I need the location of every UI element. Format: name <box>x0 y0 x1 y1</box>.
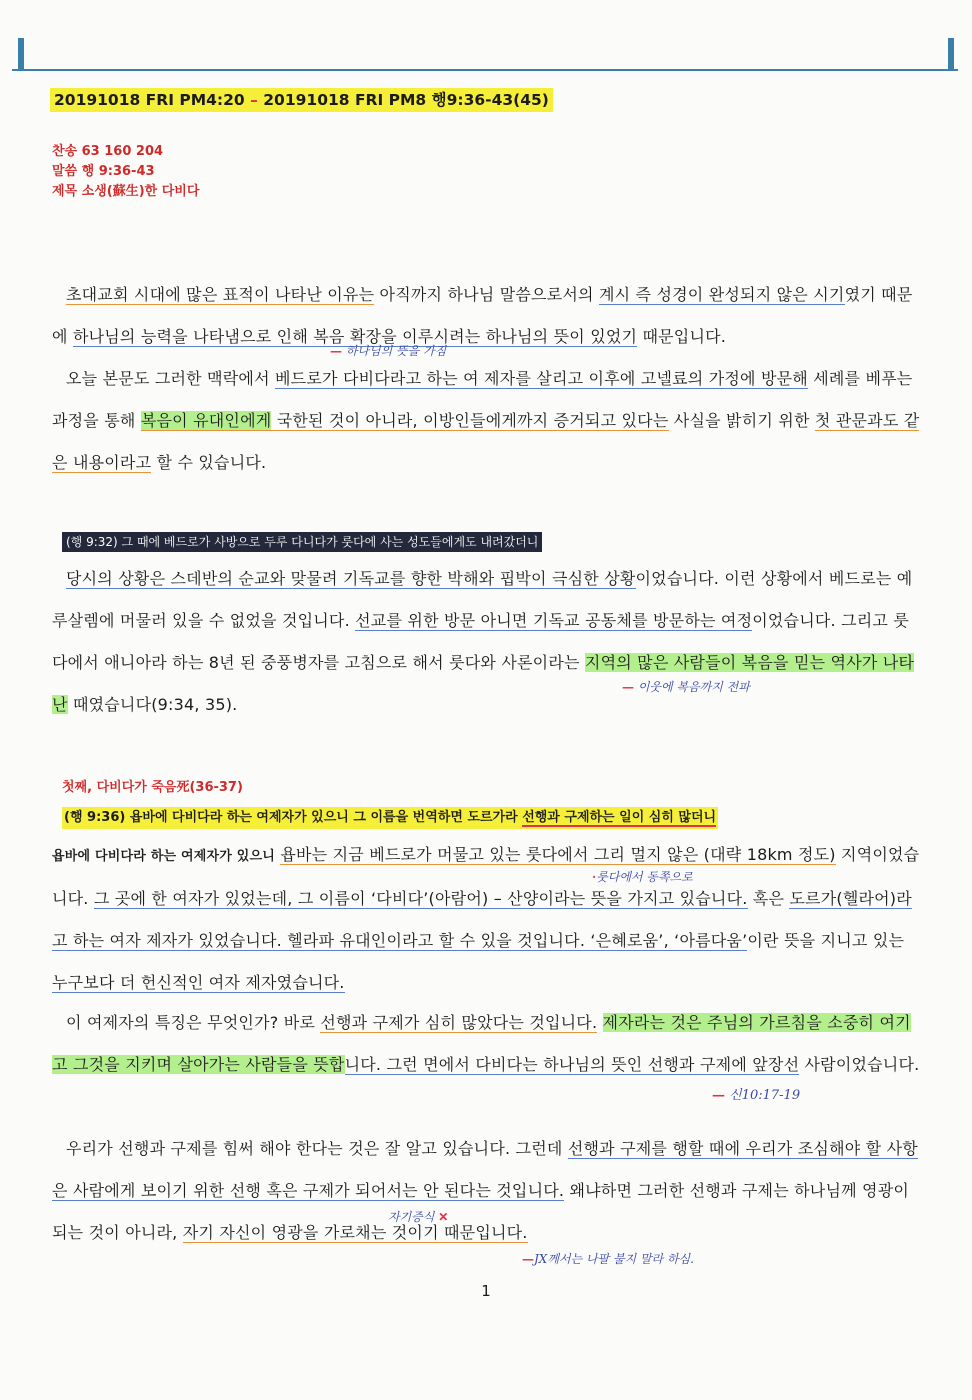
verse-9-36: (행 9:36) 욥바에 다비다라 하는 여제자가 있으니 그 이름을 번역하면 도르가라 선행과 구제하는 일이 심히 많더니 <box>62 807 718 829</box>
handwritten-note-3: ·룻다에서 동쪽으로 <box>592 870 693 884</box>
handwritten-note-1: — 하나님의 뜻을 가짐 <box>330 344 447 358</box>
intro-paragraph-2: 오늘 본문도 그러한 맥락에서 베드로가 다비다라고 하는 여 제자를 살리고 이후에 고넬료의 가정에 방문해 세례를 베푸는 과정을 통해 복음이 유대인에게 국한된 것이 아니라, 이방인들에게까지 증거되고 있다는 사실을 밝히기 위한 첫 관문과도 같은 내용이라고 할 수 있습니다. <box>52 369 920 472</box>
hymn-numbers: 찬송 63 160 204 <box>52 144 164 159</box>
scripture-reference: 행9:36-43(45) <box>431 91 549 109</box>
handwritten-note-5: 자기증식 ✕ <box>388 1210 449 1224</box>
intro-paragraph-1: 초대교회 시대에 많은 표적이 나타난 이유는 아직까지 하나님 말씀으로서의 계시 즉 성경이 완성되지 않은 시기였기 때문에 하나님의 능력을 나타냄으로 인해 복음 확장을 이루시려는 하나님의 뜻이 있었기 때문입니다. <box>52 285 913 346</box>
sermon-title: 제목 소생(蘇生)한 다비다 <box>52 184 200 199</box>
body-paragraph-1: 욥바에 다비다라 하는 여제자가 있으니 욥바는 지금 베드로가 머물고 있는 룻다에서 그리 멀지 않은 (대략 18km 정도) 지역이었습니다. 그 곳에 한 여자가 있었는데, 그 이름이 ‘다비다’(아람어) – 산양이라는 뜻을 가지고 있습니다. 혹은 도르가(헬라어)라고 하는 여자 제자가 있었습니다. 헬라파 유대인이라고 할 수 있을 것입니다. ‘은혜로움’, ‘아름다움’이란 뜻을 지니고 있는 누구보다 더 헌신적인 여자 제자였습니다. <box>52 845 920 992</box>
left-margin-mark <box>18 38 24 70</box>
date-start: 20191018 FRI PM4:20 <box>54 91 245 109</box>
page-number: 1 <box>481 1282 491 1300</box>
date-end: 20191018 FRI PM8 <box>263 91 427 109</box>
handwritten-note-6: —JX께서는 나팔 불지 말라 하심. <box>522 1252 694 1266</box>
body-paragraph-2: 이 여제자의 특징은 무엇인가? 바로 선행과 구제가 심히 많았다는 것입니다. 제자라는 것은 주님의 가르침을 소중히 여기고 그것을 지키며 살아가는 사람들을 뜻합니다. 그런 면에서 다비다는 하나님의 뜻인 선행과 구제에 앞장선 사람이었습니다. <box>52 1013 920 1074</box>
sermon-meta <box>52 142 199 202</box>
section-heading-1: 첫째, 다비다가 죽음死(36-37) <box>62 780 243 795</box>
date-separator: – <box>250 91 258 109</box>
top-rule <box>12 69 958 71</box>
context-paragraph: 당시의 상황은 스데반의 순교와 맞물려 기독교를 향한 박해와 핍박이 극심한 상황이었습니다. 이런 상황에서 베드로는 예루살렘에 머물러 있을 수 없었을 것입니다. 선교를 위한 방문 아니면 기독교 공동체를 방문하는 여정이었습니다. 그리고 룻다에서 애니아라 하는 8년 된 중풍병자를 고침으로 해서 룻다와 사론이라는 지역의 많은 사람들이 복음을 믿는 역사가 나타난 때였습니다(9:34, 35). <box>52 569 915 714</box>
verse-9-32: (행 9:32) 그 때에 베드로가 사방으로 두루 다니다가 룻다에 사는 성도들에게도 내려갔더니 <box>62 532 542 552</box>
body-paragraph-3: 우리가 선행과 구제를 힘써 해야 한다는 것은 잘 알고 있습니다. 그런데 선행과 구제를 행할 때에 우리가 조심해야 할 사항은 사람에게 보이기 위한 선행 혹은 구제가 되어서는 안 된다는 것입니다. 왜냐하면 그러한 선행과 구제는 하나님께 영광이 되는 것이 아니라, 자기 자신이 영광을 가로채는 것이기 때문입니다. <box>52 1139 918 1242</box>
handwritten-note-2: — 이웃에 복음까지 전파 <box>622 680 750 694</box>
sermon-date-header <box>50 88 553 112</box>
handwritten-note-4: — 신10:17-19 <box>712 1088 801 1103</box>
scripture-line: 말씀 행 9:36-43 <box>52 164 155 179</box>
right-margin-mark <box>948 38 954 70</box>
